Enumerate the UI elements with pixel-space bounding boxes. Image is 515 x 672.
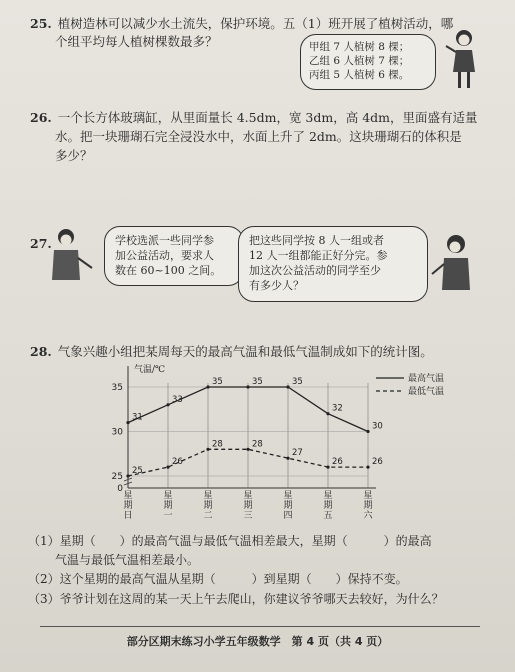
- x-tick-label: 期: [243, 501, 253, 511]
- data-label: 26: [372, 457, 383, 468]
- q27-num: 27.: [30, 236, 52, 251]
- data-label: 26: [172, 457, 183, 468]
- data-label: 26: [332, 457, 343, 468]
- q27-bubble1-line2: 加公益活动，要求人: [115, 249, 214, 262]
- q28-line: 28. 气象兴趣小组把某周每天的最高气温和最低气温制成如下的统计图。: [30, 344, 433, 359]
- teacher-illustration: [428, 234, 478, 294]
- q28-sub1-line2: 气温与最低气温相差最小。: [55, 553, 200, 567]
- q27-bubble2-line1: 把这些同学按 8 人一组或者: [249, 234, 384, 247]
- x-tick-label: 五: [323, 511, 333, 521]
- data-label: 33: [172, 394, 183, 405]
- data-point: [286, 385, 289, 388]
- data-point: [126, 421, 129, 424]
- q27-bubble2-line3: 加这次公益活动的同学至少: [249, 264, 381, 277]
- x-tick-label: 期: [163, 501, 173, 511]
- q28-sub2: （2）这个星期的最高气温从星期（ ）到星期（ ）保持不变。: [28, 572, 408, 586]
- data-point: [366, 430, 369, 433]
- x-tick-label: 星: [363, 491, 373, 501]
- x-tick-label: 星: [243, 491, 253, 501]
- data-point: [246, 448, 249, 451]
- x-tick-label: 四: [283, 511, 293, 521]
- q28-sub3: （3）爷爷计划在这周的某一天上午去爬山，你建议爷爷哪天去较好，为什么？: [28, 592, 444, 606]
- q28-sub1-line1: （1）星期（ ）的最高气温与最低气温相差最大，星期（ ）的最高: [28, 534, 432, 548]
- data-label: 35: [292, 377, 303, 387]
- x-tick-label: 星: [323, 491, 333, 501]
- x-tick-label: 星: [123, 491, 133, 501]
- q25-bubble: [300, 34, 436, 90]
- data-point: [206, 448, 209, 451]
- x-tick-label: 六: [363, 511, 373, 521]
- q27-bubble2-line2: 12 人一组都能正好分完。参: [249, 249, 388, 262]
- data-label: 28: [252, 439, 263, 450]
- legend-label: 最低气温: [408, 387, 445, 397]
- x-tick-label: 期: [123, 501, 133, 511]
- data-point: [166, 466, 169, 469]
- q27-bubble1-line3: 数在 60~100 之间。: [115, 264, 222, 277]
- data-label: 35: [212, 377, 223, 387]
- x-tick-label: 期: [283, 501, 293, 511]
- x-tick-label: 期: [363, 501, 373, 511]
- y-axis-label: 气温/℃: [134, 365, 166, 375]
- temperature-chart: [100, 362, 490, 522]
- x-tick-label: 日: [123, 511, 133, 521]
- x-tick-label: 一: [163, 511, 173, 521]
- data-label: 30: [372, 421, 383, 432]
- data-label: 35: [252, 377, 263, 387]
- y-tick-label: 35: [111, 383, 123, 393]
- q25-line2: 个组平均每人植树棵数最多？: [55, 34, 218, 49]
- q27-bubble-2: [238, 226, 428, 302]
- girl-illustration: [438, 28, 488, 94]
- x-tick-label: 星: [163, 491, 173, 501]
- data-point: [366, 466, 369, 469]
- data-label: 32: [332, 403, 343, 414]
- data-label: 28: [212, 439, 223, 450]
- footer-rule: [40, 626, 480, 627]
- x-tick-label: 二: [203, 511, 213, 521]
- q27-bubble1-line1: 学校选派一些同学参: [115, 234, 214, 247]
- q26-line2: 水。把一块珊瑚石完全浸没水中，水面上升了 2dm。这块珊瑚石的体积是: [55, 129, 462, 144]
- data-point: [206, 385, 209, 388]
- q26-line1: 26. 一个长方体玻璃缸，从里面量长 4.5dm，宽 3dm，高 4dm，里面盛有适量: [30, 110, 478, 125]
- q27-bubble2-line4: 有多少人？: [249, 279, 304, 292]
- q25-group-c: 丙组 5 人植树 6 棵。: [309, 69, 410, 81]
- data-label: 25: [132, 466, 143, 476]
- legend-label: 最高气温: [408, 374, 445, 384]
- data-point: [246, 385, 249, 388]
- y-tick-label: 25: [111, 472, 123, 482]
- q25-group-a: 甲组 7 人植树 8 棵；: [309, 41, 410, 53]
- data-point: [166, 403, 169, 406]
- x-tick-label: 星: [203, 491, 213, 501]
- boy-illustration: [42, 228, 94, 288]
- data-point: [326, 412, 329, 415]
- data-point: [286, 457, 289, 460]
- page-footer: 部分区期末练习小学五年级数学 第 4 页（共 4 页）: [126, 635, 389, 648]
- data-point: [126, 474, 129, 477]
- q25-group-b: 乙组 6 人植树 7 棵；: [309, 55, 410, 67]
- q26-line3: 多少？: [55, 148, 93, 163]
- data-label: 27: [292, 448, 303, 459]
- x-tick-label: 期: [323, 501, 333, 511]
- q27-bubble-1: [104, 226, 244, 286]
- x-tick-label: 期: [203, 501, 213, 511]
- data-point: [326, 466, 329, 469]
- x-tick-label: 三: [243, 511, 253, 521]
- x-tick-label: 星: [283, 491, 293, 501]
- q25-line1: 25. 植树造林可以减少水土流失，保护环境。五（1）班开展了植树活动，哪: [30, 16, 454, 31]
- y-tick-label: 30: [111, 427, 123, 438]
- y-tick-label: 0: [117, 484, 123, 494]
- data-label: 31: [132, 412, 143, 423]
